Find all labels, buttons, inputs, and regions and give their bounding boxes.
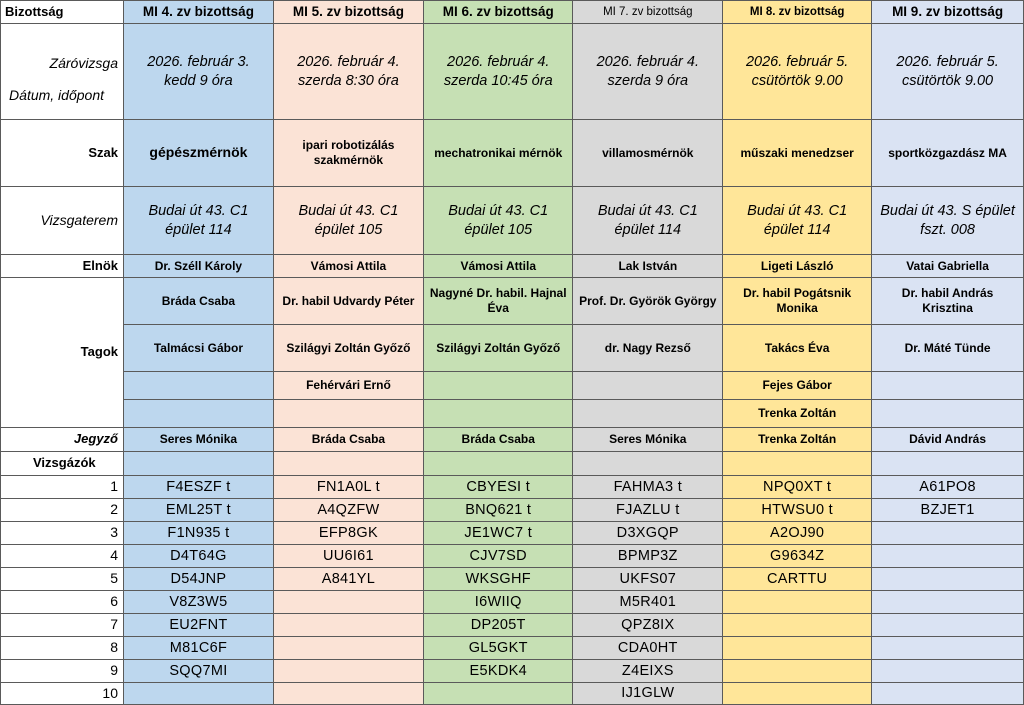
member-name: Fehérvári Ernő [273,372,423,400]
candidate-code [273,637,423,660]
exam-room-line-1: Budai út 43. S épület [880,203,1015,220]
candidate-code [273,683,423,705]
member-name [124,372,274,400]
candidate-code [872,614,1024,637]
jegyzo-label: Jegyző [1,428,124,452]
blank-cell [273,452,423,476]
candidate-code: A61PO8 [872,476,1024,499]
exam-room-cell [273,187,423,255]
row-number: 5 [1,568,124,591]
member-name: Prof. Dr. Györök György [573,278,723,325]
candidate-code [273,591,423,614]
candidate-code [723,614,872,637]
program-name: ipari robotizálás szakmérnök [273,120,423,187]
member-name: Dr. habil Pogátsnik Monika [723,278,872,325]
candidate-code: E5KDK4 [424,660,573,683]
exam-date-line-1: 2026. február 4. [447,54,550,71]
candidate-code [872,660,1024,683]
candidate-code: EU2FNT [124,614,274,637]
candidate-code: NPQ0XT t [723,476,872,499]
candidate-code: CJV7SD [424,545,573,568]
member-name [573,400,723,428]
tagok-label: Tagok [1,278,124,428]
candidate-code: GL5GKT [424,637,573,660]
exam-room-cell [872,187,1024,255]
candidate-code: D54JNP [124,568,274,591]
member-name [424,372,573,400]
blank-cell [124,452,274,476]
member-name: Talmácsi Gábor [124,325,274,372]
exam-date-line-1: 2026. február 4. [596,54,699,71]
exam-date-cell [573,24,723,120]
candidate-code: CDA0HT [573,637,723,660]
exam-date-line-1: 2026. február 5. [896,54,999,71]
program-name: mechatronikai mérnök [424,120,573,187]
szak-label: Szak [1,120,124,187]
candidate-code: FN1A0L t [273,476,423,499]
chair-name: Vámosi Attila [273,255,423,278]
committee-title: MI 8. zv bizottság [723,1,872,24]
member-name: Szilágyi Zoltán Győző [273,325,423,372]
exam-room-line-2: épület 114 [763,221,831,238]
candidate-code: EFP8GK [273,522,423,545]
candidate-code: A4QZFW [273,499,423,522]
elnok-label: Elnök [1,255,124,278]
blank-cell [573,452,723,476]
member-name: Dr. habil András Krisztina [872,278,1024,325]
exam-room-line-1: Budai út 43. C1 [597,203,698,220]
candidate-code [872,522,1024,545]
candidate-code: F1N935 t [124,522,274,545]
vizsgazok-label: Vizsgázók [1,452,124,476]
exam-date-line-2: szerda 10:45 óra [443,72,553,89]
candidate-code [424,683,573,705]
row-number: 1 [1,476,124,499]
row-number: 2 [1,499,124,522]
committee-title: MI 9. zv bizottság [872,1,1024,24]
candidate-code [872,683,1024,705]
exam-room-line-2: épület 114 [614,221,682,238]
candidate-code [872,568,1024,591]
exam-room-line-1: Budai út 43. C1 [747,203,848,220]
member-name [872,400,1024,428]
row-number: 8 [1,637,124,660]
exam-date-cell [723,24,872,120]
exam-date-line-2: kedd 9 óra [164,72,233,89]
program-name: villamosmérnök [573,120,723,187]
row-number: 9 [1,660,124,683]
candidate-code [723,637,872,660]
program-name: műszaki menedzser [723,120,872,187]
secretary-name: Seres Mónika [124,428,274,452]
row-number: 3 [1,522,124,545]
exam-date-line-1: 2026. február 5. [745,54,849,71]
candidate-code: A841YL [273,568,423,591]
chair-name: Vámosi Attila [424,255,573,278]
committee-title: MI 6. zv bizottság [424,1,573,24]
datum-label: Dátum, időpont [9,86,104,103]
candidate-code: BZJET1 [872,499,1024,522]
exam-date-line-2: csütörtök 9.00 [902,72,994,89]
member-name: dr. Nagy Rezső [573,325,723,372]
blank-cell [424,452,573,476]
candidate-code: BPMP3Z [573,545,723,568]
candidate-code: G9634Z [723,545,872,568]
candidate-code: FAHMA3 t [573,476,723,499]
chair-name: Vatai Gabriella [872,255,1024,278]
exam-room-line-2: épület 105 [464,221,533,238]
candidate-code: M5R401 [573,591,723,614]
member-name [872,372,1024,400]
exam-room-line-1: Budai út 43. C1 [298,203,399,220]
blank-cell [723,452,872,476]
candidate-code: D4T64G [124,545,274,568]
candidate-code: Z4EIXS [573,660,723,683]
candidate-code: F4ESZF t [124,476,274,499]
row-number: 7 [1,614,124,637]
row-number: 4 [1,545,124,568]
secretary-name: Seres Mónika [573,428,723,452]
exam-date-cell [872,24,1024,120]
candidate-code: UU6I61 [273,545,423,568]
member-name: Nagyné Dr. habil. Hajnal Éva [424,278,573,325]
member-name: Trenka Zoltán [723,400,872,428]
program-name: gépészmérnök [124,120,274,187]
exam-room-cell [573,187,723,255]
candidate-code: SQQ7MI [124,660,274,683]
candidate-code: QPZ8IX [573,614,723,637]
candidate-code [273,614,423,637]
committee-title: MI 7. zv bizottság [573,1,723,24]
exam-room-line-1: Budai út 43. C1 [148,203,249,220]
blank-cell [872,452,1024,476]
candidate-code: D3XGQP [573,522,723,545]
exam-room-line-2: épület 114 [165,221,232,238]
program-name: sportközgazdász MA [872,120,1024,187]
candidate-code: JE1WC7 t [424,522,573,545]
exam-room-cell [424,187,573,255]
secretary-name: Trenka Zoltán [723,428,872,452]
candidate-code [872,637,1024,660]
chair-name: Lak István [573,255,723,278]
candidate-code: WKSGHF [424,568,573,591]
candidate-code [872,545,1024,568]
candidate-code: UKFS07 [573,568,723,591]
secretary-name: Bráda Csaba [424,428,573,452]
candidate-code: V8Z3W5 [124,591,274,614]
exam-date-line-2: szerda 8:30 óra [298,72,399,89]
row-number: 6 [1,591,124,614]
chair-name: Dr. Széll Károly [124,255,274,278]
exam-room-line-2: épület 105 [314,221,383,238]
vizsgaterem-label: Vizsgaterem [1,187,124,255]
candidate-code: IJ1GLW [573,683,723,705]
member-name: Takács Éva [723,325,872,372]
member-name: Dr. Máté Tünde [872,325,1024,372]
committee-title: MI 4. zv bizottság [124,1,274,24]
candidate-code [124,683,274,705]
candidate-code: CBYESI t [424,476,573,499]
exam-room-cell [124,187,274,255]
candidate-code: DP205T [424,614,573,637]
exam-room-line-1: Budai út 43. C1 [448,203,549,220]
candidate-code: FJAZLU t [573,499,723,522]
candidate-code [872,591,1024,614]
corner-label: Bizottság [1,1,124,24]
member-name [424,400,573,428]
exam-date-line-2: csütörtök 9.00 [751,72,843,89]
member-name: Bráda Csaba [124,278,274,325]
date-label [1,24,124,120]
member-name [573,372,723,400]
member-name [124,400,274,428]
candidate-code [723,660,872,683]
member-name: Fejes Gábor [723,372,872,400]
candidate-code [723,591,872,614]
exam-date-line-2: szerda 9 óra [607,72,689,89]
candidate-code: I6WIIQ [424,591,573,614]
exam-date-cell [273,24,423,120]
candidate-code [273,660,423,683]
member-name [273,400,423,428]
row-number: 10 [1,683,124,705]
secretary-name: Bráda Csaba [273,428,423,452]
candidate-code: HTWSU0 t [723,499,872,522]
member-name: Dr. habil Udvardy Péter [273,278,423,325]
candidate-code: EML25T t [124,499,274,522]
committee-title: MI 5. zv bizottság [273,1,423,24]
secretary-name: Dávid András [872,428,1024,452]
chair-name: Ligeti László [723,255,872,278]
exam-date-cell [424,24,573,120]
exam-date-line-1: 2026. február 4. [297,54,400,71]
candidate-code: CARTTU [723,568,872,591]
exam-date-cell [124,24,274,120]
candidate-code [723,683,872,705]
candidate-code: A2OJ90 [723,522,872,545]
member-name: Szilágyi Zoltán Győző [424,325,573,372]
exam-room-cell [723,187,872,255]
candidate-code: M81C6F [124,637,274,660]
exam-date-line-1: 2026. február 3. [147,54,250,71]
zarovizsga-label: Záróvizsga [49,54,118,71]
candidate-code: BNQ621 t [424,499,573,522]
exam-room-line-2: fszt. 008 [920,221,975,238]
